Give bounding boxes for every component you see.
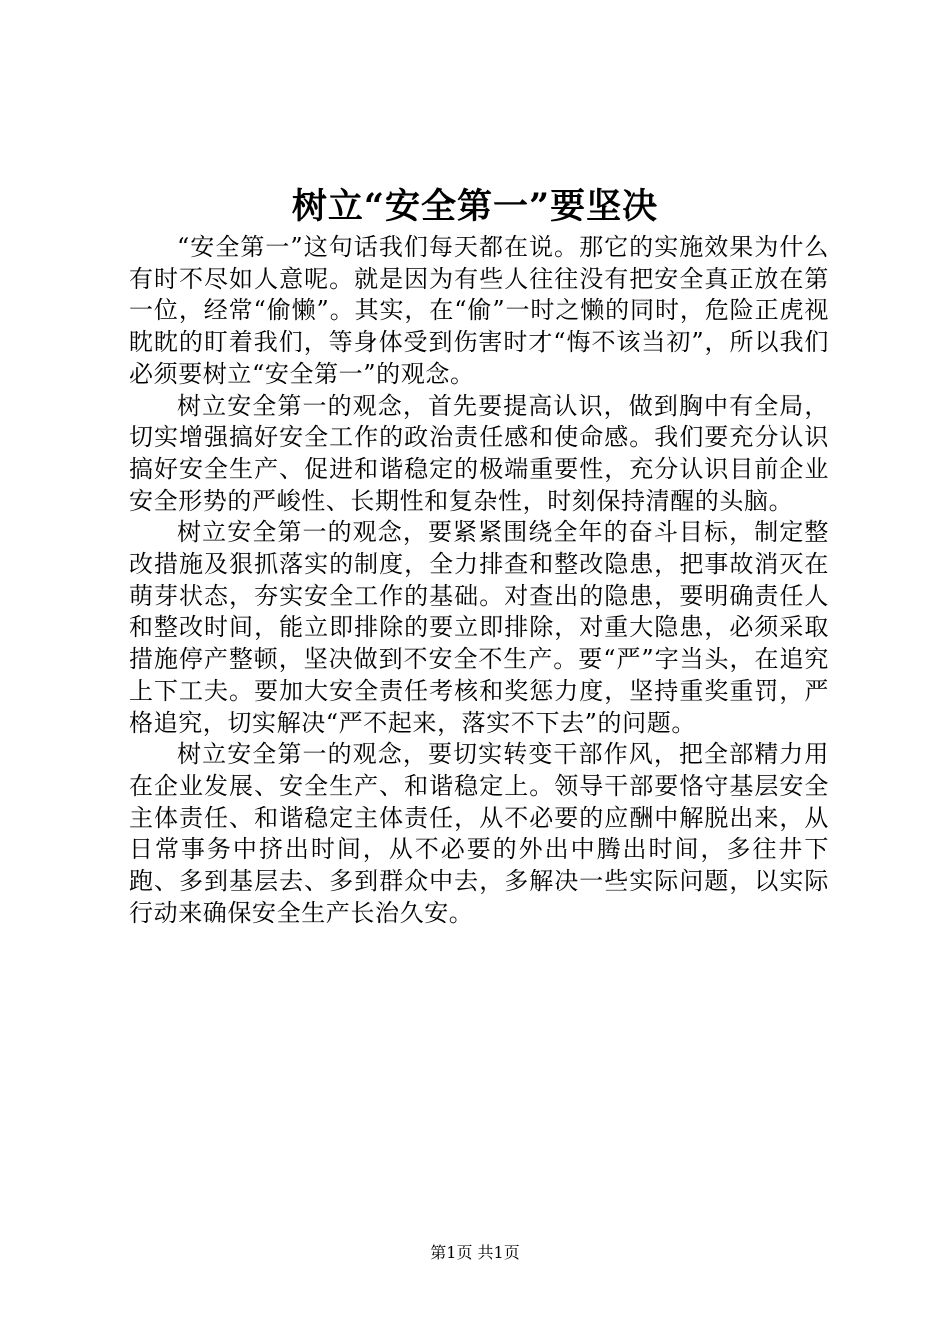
paragraph-1: “安全第一”这句话我们每天都在说。那它的实施效果为什么有时不尽如人意呢。就是因为有些人往往没有把安全真正放在第一位，经常“偷懒”。其实，在“偷”一时之懒的同时，危险正虎视眈眈的盯着我们，等身体受到伤害时才“悔不该当初”，所以我们必须要树立“安全第一”的观念。 bbox=[129, 233, 829, 388]
paragraph-2: 树立安全第一的观念，首先要提高认识，做到胸中有全局，切实增强搞好安全工作的政治责任感和使命感。我们要充分认识搞好安全生产、促进和谐稳定的极端重要性，充分认识目前企业安全形势的严峻性、长期性和复杂性，时刻保持清醒的头脑。 bbox=[129, 391, 829, 515]
paragraph-4: 树立安全第一的观念，要切实转变干部作风，把全部精力用在企业发展、安全生产、和谐稳定上。领导干部要恪守基层安全主体责任、和谐稳定主体责任，从不必要的应酬中解脱出来，从日常事务中挤出时间，从不必要的外出中腾出时间，多往井下跑、多到基层去、多到群众中去，多解决一些实际问题，以实际行动来确保安全生产长治久安。 bbox=[129, 740, 829, 927]
page-footer: 第1页 共1页 bbox=[430, 1243, 520, 1262]
paragraph-3: 树立安全第一的观念，要紧紧围绕全年的奋斗目标，制定整改措施及狠抓落实的制度，全力排查和整改隐患，把事故消灭在萌芽状态，夯实安全工作的基础。对查出的隐患，要明确责任人和整改时间，能立即排除的要立即排除，对重大隐患，必须采取措施停产整顿，坚决做到不安全不生产。要“严”字当头，在追究上下工夫。要加大安全责任考核和奖惩力度，坚持重奖重罚，严格追究，切实解决“严不起来，落实不下去”的问题。 bbox=[129, 518, 829, 737]
document-title: 树立“安全第一”要坚决 bbox=[291, 186, 659, 227]
document-body bbox=[129, 232, 829, 929]
